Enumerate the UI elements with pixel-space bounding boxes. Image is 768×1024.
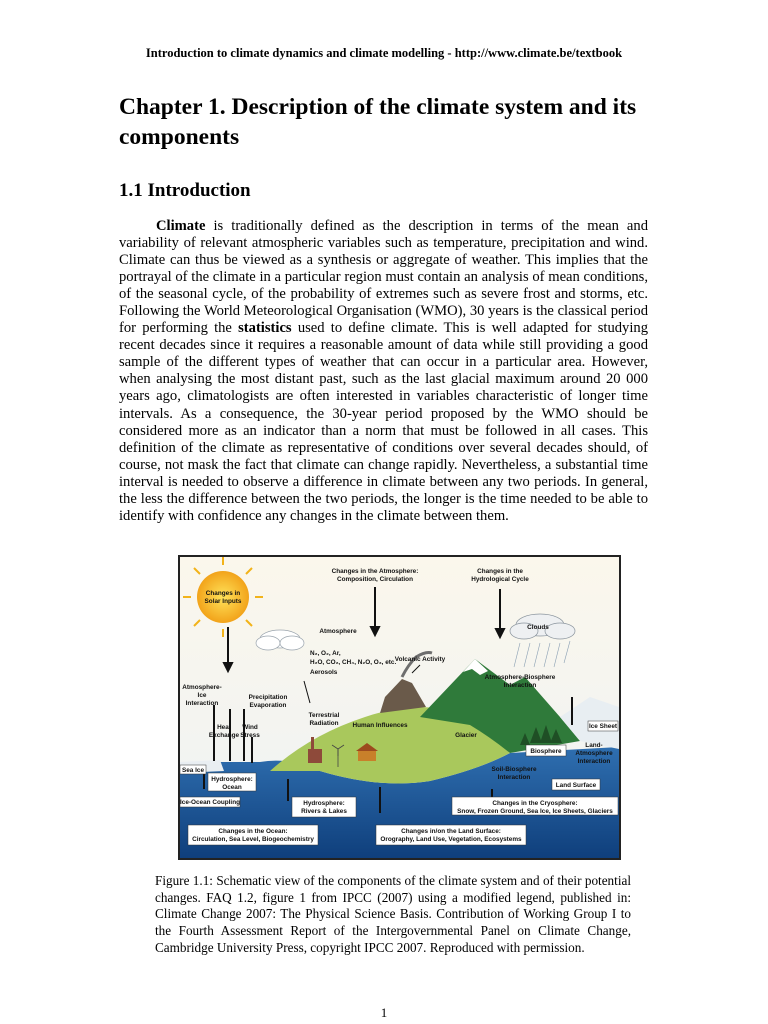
label-ice-ocean: Ice-Ocean Coupling: [180, 799, 241, 806]
label-aerosols: Aerosols: [310, 669, 338, 676]
figure-caption: Figure 1.1: Schematic view of the components of the climate system and of their potential changes. FAQ 1.2, figure 1 from IPCC (2007) using a modified legend, published in: Climate Change 2007: The Physical Science Basis. Contribution of Working Group I to the Fourth Assessment Report of the Intergovernmental Panel on Climate Change, Cambridge University Press, copyright IPCC 2007. Reproduced with permission.: [155, 873, 631, 955]
label-land-atm-3: Interaction: [577, 758, 611, 765]
intro-paragraph: [119, 218, 648, 525]
chapter-title: Chapter 1. Description of the climate system and its components: [119, 94, 637, 150]
label-gases-1: N₂, O₂, Ar,: [310, 650, 341, 657]
label-land-atm-2: Atmosphere: [575, 750, 613, 757]
label-hydro-ocean-1: Hydrosphere:: [211, 776, 253, 783]
label-soil-bio-2: Interaction: [497, 774, 531, 781]
term-climate: Climate: [156, 218, 206, 234]
label-land-changes-1: Changes in/on the Land Surface:: [401, 828, 501, 835]
climate-system-figure: [178, 555, 621, 860]
label-gases-2: H₂O, CO₂, CH₄, N₂O, O₃, etc.: [310, 659, 397, 666]
label-hydro-rivers-1: Hydrosphere:: [303, 800, 345, 807]
label-atmosphere: Atmosphere: [319, 628, 357, 635]
running-head: Introduction to climate dynamics and climate modelling - http://www.climate.be/textbook: [145, 46, 623, 60]
label-solar-1: Changes in: [205, 590, 241, 597]
label-ocean-1: Changes in the Ocean:: [218, 828, 288, 835]
label-terrestrial-1: Terrestrial: [308, 712, 340, 719]
label-cryo-1: Changes in the Cryosphere:: [492, 800, 578, 807]
label-atm-bio-2: Interaction: [503, 682, 537, 689]
label-land-atm-1: Land-: [585, 742, 603, 749]
paragraph-part-1: is traditionally defined as the description in terms of the mean and variability of relevant atmospheric variables such as temperature, precipitation and wind. Climate can thus be viewed as a synthesis or aggregate of weather. This implies that the portrayal of the climate in a particular region must contain an analysis of mean conditions, of the seasonal cycle, of the probability of extremes such as severe frost and storms, etc. Following the World Meteorological Organisation (WMO), 30 years is the classical period for performing the: [119, 218, 648, 337]
paragraph-part-2: used to define climate. This is well adapted for studying recent decades since it requires a reasonable amount of data while still providing a good sample of the different types of weather that can occur in a particular area. However, when analysing the most distant past, such as the last glacial maximum around 20 000 years ago, climatologists are often interested in variables characteristic of longer time intervals. As a consequence, the 30-year period proposed by the WMO should be considered more as an indicator than a norm that must be followed in all cases. This definition of the climate as representative of conditions over several decades should, of course, not mask the fact that climate can change rapidly. Nevertheless, a substantial time interval is needed to observe a difference in climate between any two periods. In general, the less the difference between the two periods, the longer is the time needed to be able to identify with confidence any changes in the climate between them.: [119, 320, 648, 524]
label-hydro-changes-1: Changes in the: [477, 568, 523, 575]
label-heat-1: Heat: [217, 724, 231, 731]
label-atm-bio-1: Atmosphere-Biosphere: [484, 674, 556, 681]
label-atm-ice-2: Ice: [197, 692, 207, 699]
label-land-changes-2: Orography, Land Use, Vegetation, Ecosystems: [380, 836, 522, 843]
label-hydro-changes-2: Hydrological Cycle: [471, 576, 529, 583]
label-ocean-2: Circulation, Sea Level, Biogeochemistry: [192, 836, 314, 843]
label-ice-sheet: Ice Sheet: [588, 723, 618, 730]
label-volcanic: Volcanic Activity: [394, 656, 446, 663]
label-hydro-ocean-2: Ocean: [222, 784, 242, 791]
label-glacier: Glacier: [455, 732, 477, 739]
label-hydro-rivers-2: Rivers & Lakes: [301, 808, 347, 815]
label-atm-changes-2: Composition, Circulation: [337, 576, 413, 583]
label-atm-ice-1: Atmosphere-: [182, 684, 222, 691]
label-atm-changes-1: Changes in the Atmosphere:: [331, 568, 419, 575]
label-biosphere: Biosphere: [530, 748, 562, 755]
climate-system-diagram: [180, 557, 619, 858]
label-terrestrial-2: Radiation: [309, 720, 339, 727]
label-atm-ice-3: Interaction: [185, 700, 219, 707]
label-wind-2: Stress: [240, 732, 260, 739]
page-number: 1: [380, 1005, 388, 1020]
label-heat-2: Exchange: [208, 732, 240, 739]
label-soil-bio-1: Soil-Biosphere: [491, 766, 537, 773]
label-wind-1: Wind: [242, 724, 258, 731]
label-cryo-2: Snow, Frozen Ground, Sea Ice, Ice Sheets, Glaciers: [457, 808, 613, 815]
label-precip-1: Precipitation: [248, 694, 288, 701]
term-statistics: statistics: [238, 320, 292, 337]
label-human: Human Influences: [352, 722, 408, 729]
label-precip-2: Evaporation: [249, 702, 287, 709]
section-title: 1.1 Introduction: [119, 180, 251, 201]
label-solar-2: Solar Inputs: [204, 598, 242, 605]
label-sea-ice: Sea Ice: [181, 767, 205, 774]
label-clouds: Clouds: [527, 624, 549, 631]
label-land-surface: Land Surface: [555, 782, 597, 789]
